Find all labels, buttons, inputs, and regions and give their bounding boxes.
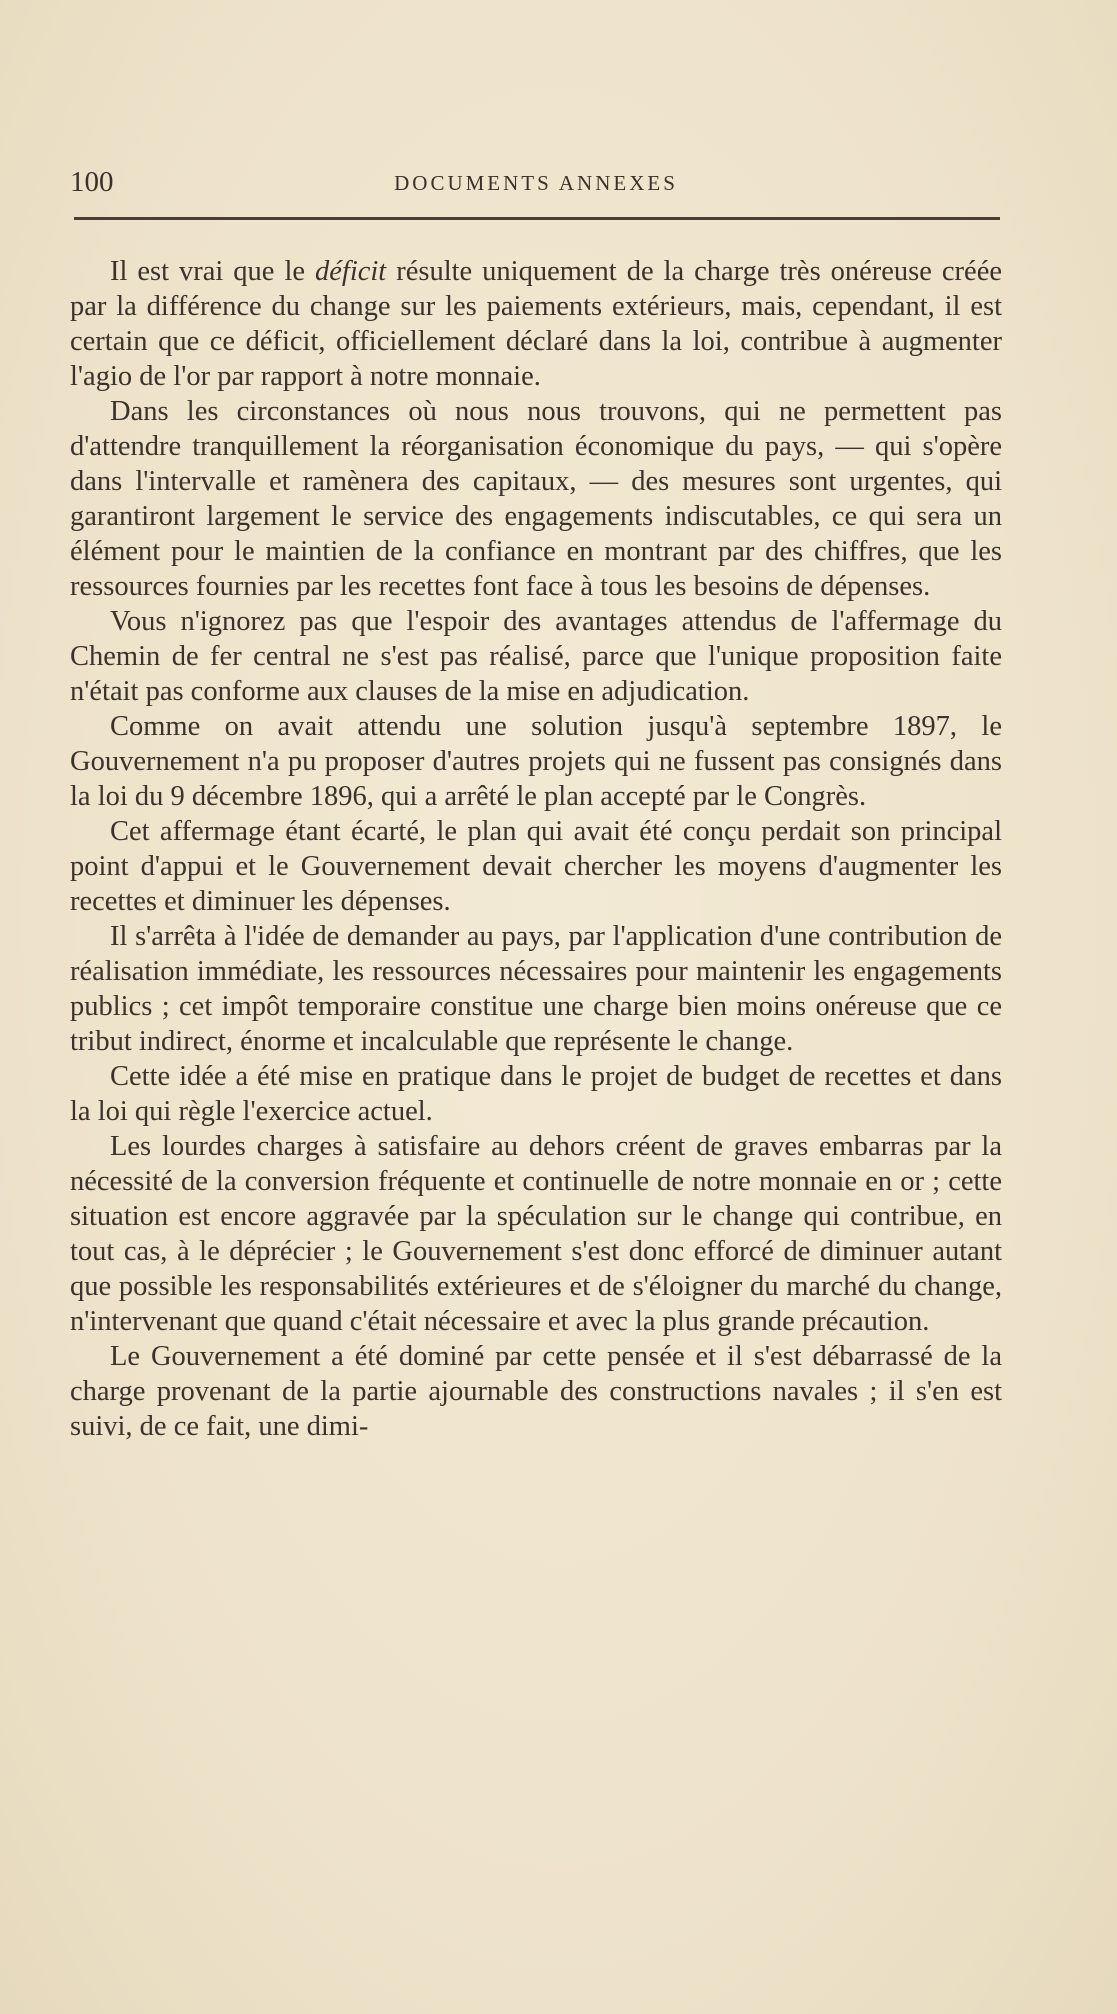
paragraph-3: Vous n'ignorez pas que l'espoir des avantages attendus de l'affermage du Chemin de fer central ne s'est pas réalisé, parce que l'unique proposition faite n'était pas conforme aux clauses de la mise en adjudication. (70, 606, 1002, 707)
page-header (70, 164, 1002, 204)
header-rule (74, 217, 1000, 220)
paragraph-7: Cette idée a été mise en pratique dans le projet de budget de recettes et dans la loi qui règle l'exercice actuel. (70, 1061, 1002, 1127)
running-head: DOCUMENTS ANNEXES (394, 171, 678, 195)
paragraph-2: Dans les circonstances où nous nous trouvons, qui ne permettent pas d'attendre tranquillement la réorganisation économique du pays, — qui s'opère dans l'intervalle et ramènera des capitaux, — des mesures sont urgentes, qui garantiront largement le service des engagements indiscutables, ce qui sera un élément pour le maintien de la confiance en montrant par des chiffres, que les ressources fournies par les recettes font face à tous les besoins de dépenses. (70, 396, 1002, 602)
paragraph-4: Comme on avait attendu une solution jusqu'à septembre 1897, le Gouvernement n'a pu proposer d'autres projets qui ne fussent pas consignés dans la loi du 9 décembre 1896, qui a arrêté le plan accepté par le Congrès. (70, 711, 1002, 812)
paragraph-1 (70, 254, 1002, 394)
paragraph-5: Cet affermage étant écarté, le plan qui avait été conçu perdait son principal point d'appui et le Gouvernement devait chercher les moyens d'augmenter les recettes et diminuer les dépenses. (70, 816, 1002, 917)
paragraph-8: Les lourdes charges à satisfaire au dehors créent de graves embarras par la nécessité de la conversion fréquente et continuelle de notre monnaie en or ; cette situation est encore aggravée par la spéculation sur le change qui contribue, en tout cas, à le déprécier ; le Gouvernement s'est donc efforcé de diminuer autant que possible les responsabilités extérieures et de s'éloigner du marché du change, n'intervenant que quand c'était nécessaire et avec la plus grande précaution. (70, 1131, 1002, 1337)
emphasis-deficit: déficit (315, 256, 387, 287)
paragraph-1-text-before: Il est vrai que le (110, 256, 315, 287)
body-text (70, 254, 1002, 1444)
paragraph-1-text-after: résulte uniquement de la charge très onéreuse créée par la différence du change sur les paiements extérieurs, mais, cependant, il est certain que ce déficit, officiellement déclaré dans la loi, contribue à augmenter l'agio de l'or par rapport à notre monnaie. (70, 256, 1002, 392)
paragraph-9: Le Gouvernement a été dominé par cette pensée et il s'est débarrassé de la charge provenant de la partie ajournable des constructions navales ; il s'en est suivi, de ce fait, une dimi- (70, 1341, 1002, 1442)
paragraph-6: Il s'arrêta à l'idée de demander au pays, par l'application d'une contribution de réalisation immédiate, les ressources nécessaires pour maintenir les engagements publics ; cet impôt temporaire constitue une charge bien moins onéreuse que ce tribut indirect, énorme et incalculable que représente le change. (70, 921, 1002, 1057)
page-number: 100 (70, 166, 114, 198)
